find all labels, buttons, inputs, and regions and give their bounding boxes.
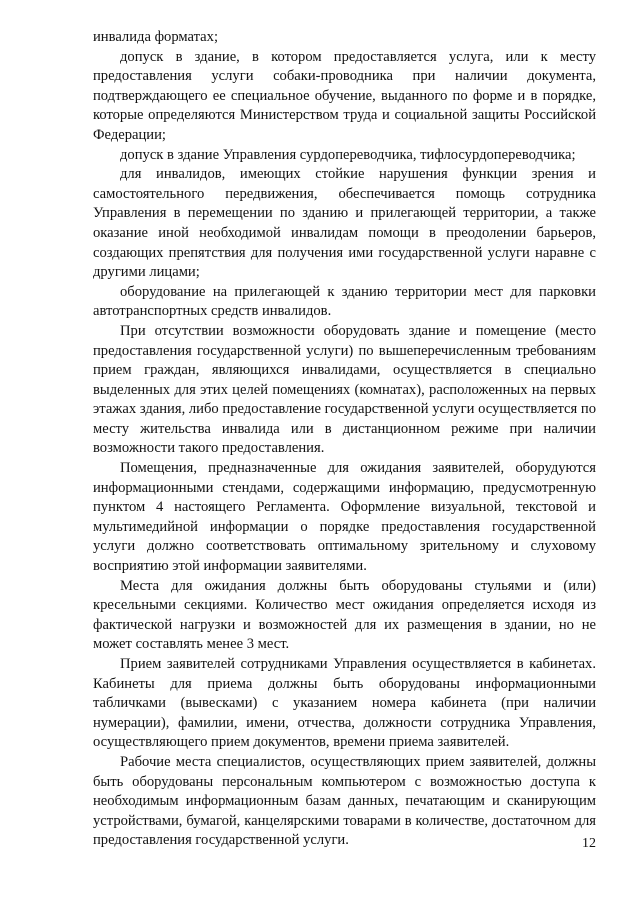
paragraph-3: допуск в здание Управления сурдопереводчика, тифлосурдопереводчика; xyxy=(120,146,576,163)
paragraph-1: инвалида форматах; xyxy=(93,29,219,45)
paragraph-5: оборудование на прилегающей к зданию территории мест для парковки автотранспортных средств инвалидов. xyxy=(93,283,596,320)
paragraph-9: Прием заявителей сотрудниками Управления осуществляется в кабинетах. Кабинеты для приема должны быть оборудованы информационными табличками (вывесками) с указанием номера кабинета (при наличии нумерации), фамилии, имени, отчества, должности сотрудника Управления, осуществляющего прием документов, времени приема заявителей. xyxy=(93,656,596,751)
page-number: 12 xyxy=(582,836,596,851)
paragraph-6: При отсутствии возможности оборудовать здание и помещение (место предоставления государственной услуги) по вышеперечисленным требованиям прием граждан, являющихся инвалидами, осуществляется в специально выделенных для этих целей помещениях (комнатах), расположенных на первых этажах здания, либо предоставление государственной услуги осуществляется по месту жительства инвалида или в дистанционном режиме при наличии возможности такого предоставления. xyxy=(93,322,596,457)
paragraph-4: для инвалидов, имеющих стойкие нарушения функции зрения и самостоятельного передвижения, обеспечивается помощь сотрудника Управления в перемещении по зданию и прилегающей территории, а также оказание иной необходимой инвалидам помощи в преодолении барьеров, создающих препятствия для получения ими государственной услуги наравне с другими лицами; xyxy=(93,166,596,281)
document-body xyxy=(93,28,596,851)
paragraph-7: Помещения, предназначенные для ожидания заявителей, оборудуются информационными стендами, содержащими информацию, предусмотренную пунктом 4 настоящего Регламента. Оформление визуальной, текстовой и мультимедийной информации о порядке предоставления государственной услуги должно соответствовать оптимальному зрительному и слуховому восприятию этой информации заявителями. xyxy=(93,460,596,575)
paragraph-8: Места для ожидания должны быть оборудованы стульями и (или) кресельными секциями. Количество мест ожидания определяется исходя из фактической нагрузки и возможностей для их размещения в здании, но не может составлять менее 3 мест. xyxy=(93,577,596,653)
paragraph-10: Рабочие места специалистов, осуществляющих прием заявителей, должны быть оборудованы персональным компьютером с возможностью доступа к необходимым информационным базам данных, печатающим и сканирующим устройствами, бумагой, канцелярскими товарами в количестве, достаточном для предоставления государственной услуги. xyxy=(93,753,596,849)
paragraph-2: допуск в здание, в котором предоставляется услуга, или к месту предоставления услуги собаки-проводника при наличии документа, подтверждающего ее специальное обучение, выданного по форме и в порядке, которые определяются Министерством труда и социальной защиты Российской Федерации; xyxy=(93,48,596,143)
